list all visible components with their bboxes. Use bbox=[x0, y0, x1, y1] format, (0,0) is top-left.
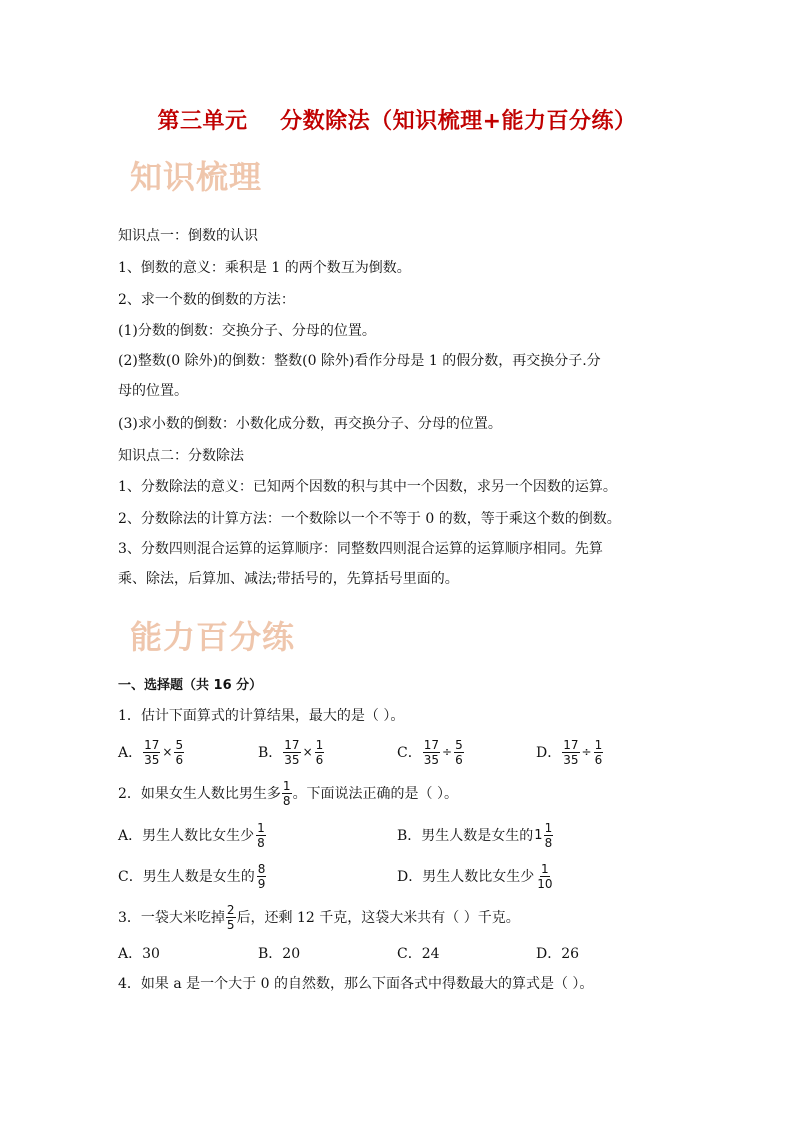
operator: × bbox=[302, 745, 313, 759]
fraction: $\frac{1}{8}$ bbox=[544, 820, 553, 850]
fraction: $\frac{1}{6}$ bbox=[594, 737, 603, 767]
fraction: $\frac{1}{6}$ bbox=[315, 737, 324, 767]
knowledge-line: 乘、除法，后算加、减法;带括号的，先算括号里面的。 bbox=[118, 571, 459, 587]
question-1-option-d: D． $\frac{17}{35}$ ÷ $\frac{1}{6}$ bbox=[536, 737, 603, 767]
fraction: $\frac{17}{35}$ bbox=[423, 737, 439, 767]
fraction: $\frac{1}{8}$ bbox=[257, 820, 265, 850]
question-1-option-c: C． $\frac{17}{35}$ ÷ $\frac{5}{6}$ bbox=[397, 737, 463, 767]
knowledge-line: (2)整数(0 除外)的倒数：整数(0 除外)看作分母是 1 的假分数，再交换分子.分 bbox=[118, 353, 601, 369]
fraction: $\frac{1}{8}$ bbox=[282, 778, 291, 808]
question-1-option-a: A． $\frac{17}{35}$ × $\frac{5}{6}$ bbox=[118, 737, 184, 767]
knowledge-line: 3、分数四则混合运算的运算顺序：同整数四则混合运算的运算顺序相同。先算 bbox=[118, 541, 603, 557]
fraction: $\frac{17}{35}$ bbox=[144, 737, 160, 767]
question-2-option-c: C．男生人数是女生的 $\frac{8}{9}$ bbox=[118, 861, 266, 891]
knowledge-line: 1、倒数的意义：乘积是 1 的两个数互为倒数。 bbox=[118, 260, 411, 276]
fraction: $\frac{5}{6}$ bbox=[455, 737, 463, 767]
knowledge-line: 2、求一个数的倒数的方法： bbox=[118, 292, 295, 308]
knowledge-line: 知识点二：分数除法 bbox=[118, 448, 244, 464]
question-1-option-b: B． $\frac{17}{35}$ × $\frac{1}{6}$ bbox=[258, 737, 324, 767]
fraction: $\frac{17}{35}$ bbox=[563, 737, 579, 767]
operator: × bbox=[162, 745, 173, 759]
question-2-option-d: D．男生人数比女生少 $\frac{1}{10}$ bbox=[397, 861, 553, 891]
question-3-option-d: D．26 bbox=[536, 946, 580, 962]
question-1-stem: 1．估计下面算式的计算结果，最大的是（ ）。 bbox=[118, 708, 405, 724]
part-heading: 一、选择题（共 16 分） bbox=[118, 678, 263, 693]
knowledge-line: (3)求小数的倒数：小数化成分数，再交换分子、分母的位置。 bbox=[118, 416, 502, 432]
operator: ÷ bbox=[442, 745, 453, 759]
question-3-option-b: B．20 bbox=[258, 946, 301, 962]
question-2-option-b: B．男生人数是女生的 1 $\frac{1}{8}$ bbox=[397, 820, 553, 850]
fraction: $\frac{1}{10}$ bbox=[537, 861, 553, 891]
operator: ÷ bbox=[581, 745, 592, 759]
knowledge-line: 2、分数除法的计算方法：一个数除以一个不等于 0 的数，等于乘这个数的倒数。 bbox=[118, 511, 621, 527]
fraction: $\frac{17}{35}$ bbox=[284, 737, 300, 767]
knowledge-line: 1、分数除法的意义：已知两个因数的积与其中一个因数，求另一个因数的运算。 bbox=[118, 479, 617, 495]
question-3-option-c: C．24 bbox=[397, 946, 440, 962]
document-page: 第三单元 分数除法（知识梳理+能力百分练） 知识梳理 知识点一：倒数的认识 1、倒数的意义：乘积是 1 的两个数互为倒数。 2、求一个数的倒数的方法： (1)分数的倒数：交换分子、分母的位置。 (2)整数(0 除外)的倒数：整数(0 除外)看作分母是 1 的假分数，再交换分子.分 母的位置。 (3)求小数的倒数：小数化成分数，再交换分子、分母的位置。 知识点二：分数除法 1、分数除法的意义：已知两个因数的积与其中一个因数，求另一个因数的运算。 2、分数除法的计算方法：一个数除以一个不等于 0 的数，等于乘这个数的倒数。 3、分数四则混合运算的运算顺序：同整数四则混合运算的运算顺序相同。先算 乘、除法，后算加、减法;带括号的，先算括号里面的。 能力百分练 一、选择题（共 16 分） 1．估计下面算式的计算结果，最大的是（ ）。 A． $\frac{17}{35}$ × $\frac{5}{6}$ B． $\frac{17}{35}$ × $\frac{1}{6}$ C． $\frac{17}{35}$ ÷ $\frac{5}{6}$ D． $\frac{17}{35}$ ÷ $\frac{1}{6}$ 2．如果女生人数比男生多 $\frac{1}{8}$ 。下面说法正确的是（ ）。 A．男生人数比女生少 $\frac{1}{8}$ B．男生人数是女生的 1 $\frac{1}{8}$ C．男生人数是女生的 $\frac{8}{9}$ D．男生人数比女生少 $\frac{1}{10}$ 3．一袋大米吃掉 $\frac{2}{5}$ 后，还剩 12 千克，这袋大米共有（ ）千克。 A．30 B．20 C．24 D．26 4．如果 a 是一个大于 0 的自然数，那么下面各式中得数最大的算式是（ ）。 bbox=[0, 0, 794, 1123]
page-title: 第三单元 分数除法（知识梳理+能力百分练） bbox=[157, 109, 637, 134]
knowledge-line: 知识点一：倒数的认识 bbox=[118, 228, 258, 244]
knowledge-line: (1)分数的倒数：交换分子、分母的位置。 bbox=[118, 323, 376, 339]
fraction: $\frac{5}{6}$ bbox=[175, 737, 184, 767]
section-heading-knowledge: 知识梳理 bbox=[130, 158, 263, 196]
question-4-stem: 4．如果 a 是一个大于 0 的自然数，那么下面各式中得数最大的算式是（ ）。 bbox=[118, 976, 594, 992]
question-3-option-a: A．30 bbox=[118, 946, 160, 962]
question-2-option-a: A．男生人数比女生少 $\frac{1}{8}$ bbox=[118, 820, 265, 850]
fraction: $\frac{2}{5}$ bbox=[226, 902, 235, 932]
fraction: $\frac{8}{9}$ bbox=[257, 861, 266, 891]
knowledge-line: 母的位置。 bbox=[118, 383, 188, 399]
section-heading-practice: 能力百分练 bbox=[130, 618, 296, 656]
